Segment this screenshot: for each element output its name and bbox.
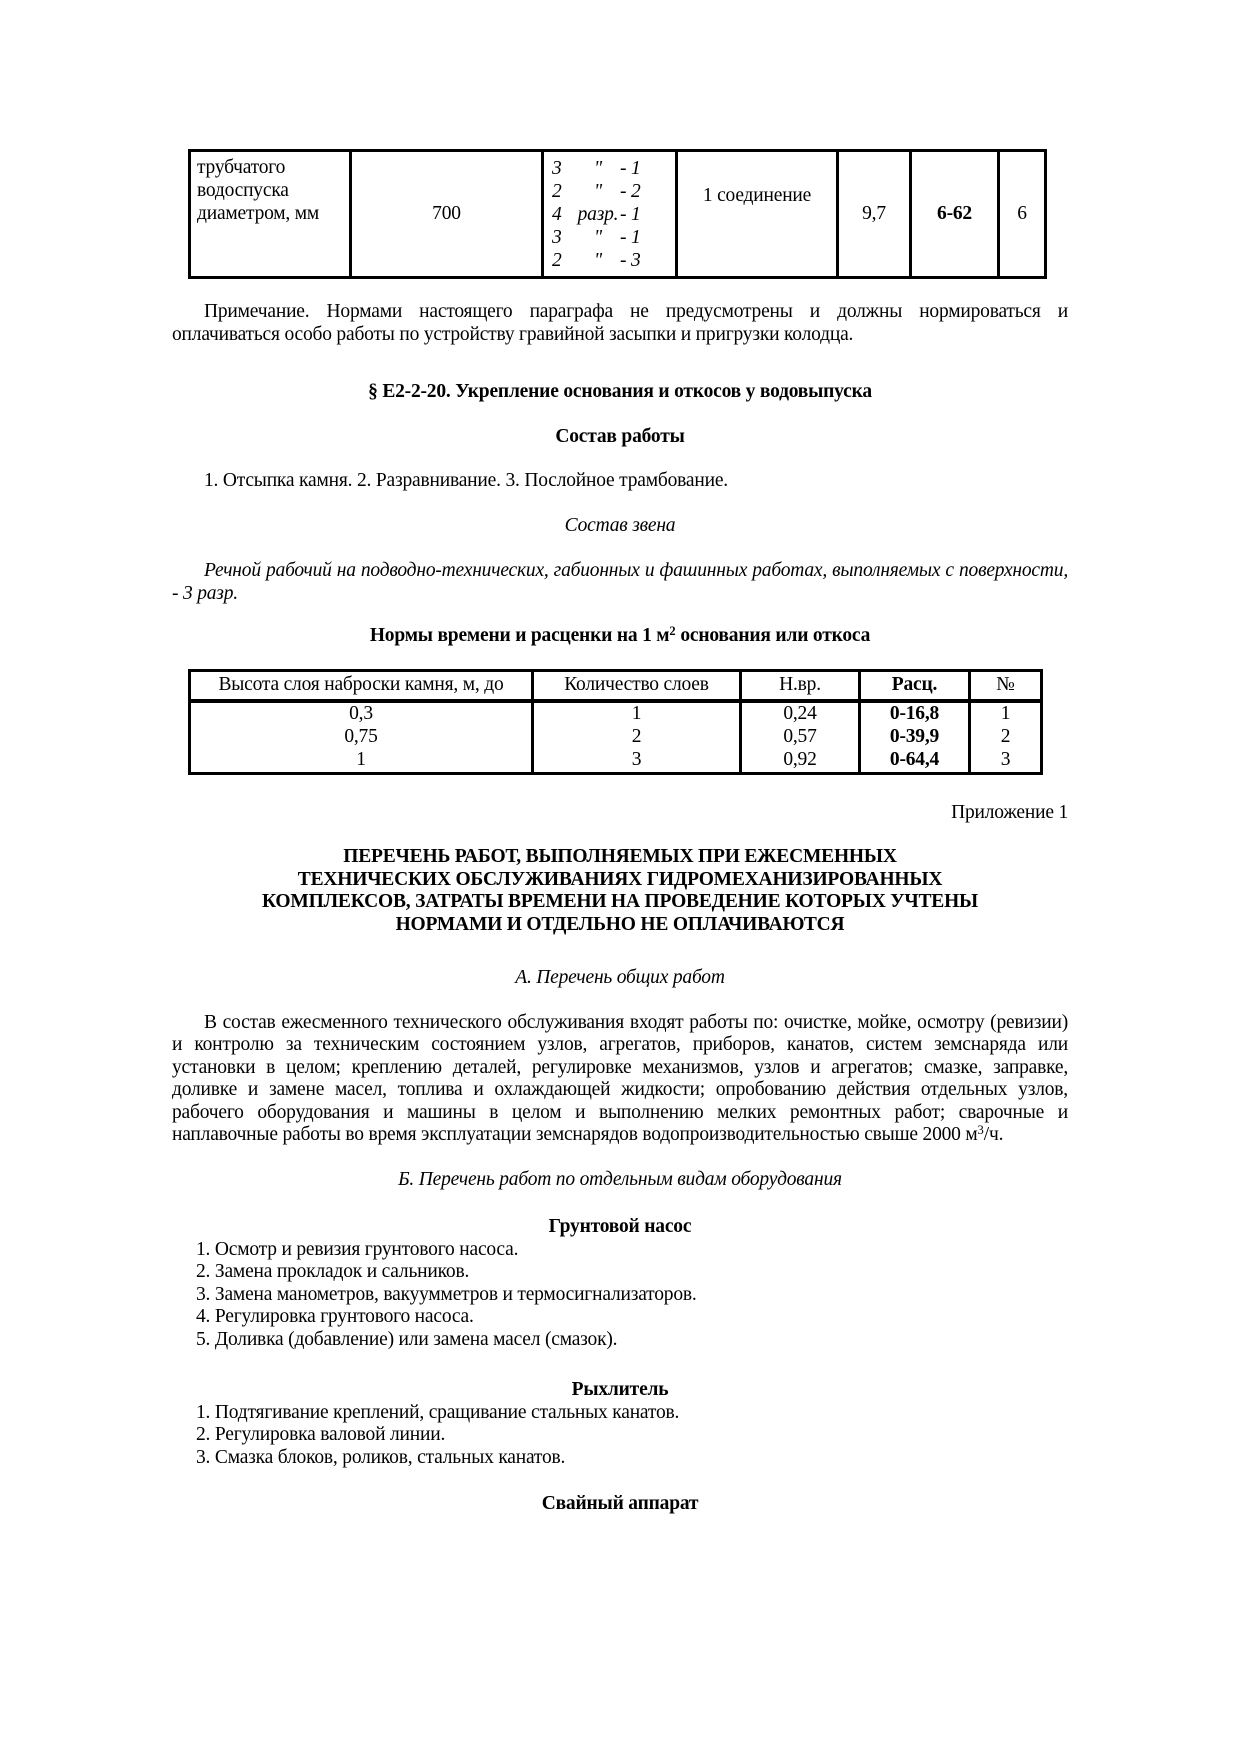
crew-count: 2: [552, 250, 562, 271]
crew-value: - 1: [620, 227, 641, 248]
crew-ditto: ": [594, 227, 602, 248]
list-item: 2. Регулировка валовой линии.: [196, 1424, 446, 1445]
header-layer-count: Количество слоев: [533, 670, 741, 701]
crew-value: - 1: [620, 158, 641, 179]
cell-number: 3: [970, 749, 1042, 774]
cell-time-norm: 0,92: [741, 749, 860, 774]
norms-table: [188, 669, 1043, 775]
norms-heading-tail: основания или откоса: [675, 625, 871, 646]
crew-value: - 1: [620, 204, 641, 225]
cell-time-norm: 0,57: [741, 726, 860, 749]
pump-heading: Грунтовой насос: [548, 1216, 692, 1237]
norms-heading-text: Нормы времени и расценки на 1 м: [369, 625, 670, 646]
crew-count: 3: [552, 158, 562, 179]
crew-grade-label: разр.: [577, 204, 619, 225]
unit-text: 1 соединение: [702, 185, 812, 206]
crew-composition-heading: Состав звена: [564, 514, 676, 536]
list-item: 1. Подтягивание креплений, сращивание стальных канатов.: [196, 1401, 680, 1423]
section-a-text: В состав ежесменного технического обслуживания входят работы по: очистке, мойке, осмотру (ревизии) и контролю за техническим состоянием узлов, агрегатов, приборов, канатов, систем земснаряда или установки в целом; креплению деталей, регулировке механизмов, узлов и агрегатов; смазке, заправке, доливке и замене масел, топлива и охлаждающей жидкости; опробованию действия отдельных узлов, рабочего оборудования и машины в целом и выполнению мелких ремонтных работ; сварочные и наплавочные работы во время эксплуатации земснарядов водопроизводительностью свыше 2000 м: [172, 1011, 1068, 1145]
table-row: [190, 726, 1042, 749]
cell-rate: 6-62: [911, 151, 999, 278]
list-item: 1. Осмотр и ревизия грунтового насоса.: [196, 1238, 519, 1260]
section-a-tail: /ч.: [983, 1124, 1004, 1145]
header-rate: Расц.: [860, 670, 970, 701]
list-item: 3. Смазка блоков, роликов, стальных канатов.: [196, 1446, 566, 1468]
list-item: 4. Регулировка грунтового насоса.: [196, 1306, 474, 1327]
work-composition-heading: Состав работы: [555, 425, 685, 447]
section-b-heading: Б. Перечень работ по отдельным видам оборудования: [398, 1168, 842, 1190]
crew-line: [552, 180, 673, 203]
work-composition-text: 1. Отсыпка камня. 2. Разравнивание. 3. Послойное трамбование.: [204, 470, 728, 491]
appendix-title: [172, 846, 1068, 936]
cell-time-norm: 0,24: [741, 701, 860, 726]
cell-unit: [677, 151, 838, 278]
cell-diameter: 700: [351, 151, 543, 278]
norms-table-header-row: [190, 670, 1042, 701]
cell-rate: 0-64,4: [860, 749, 970, 774]
appendix-title-line: КОМПЛЕКСОВ, ЗАТРАТЫ ВРЕМЕНИ НА ПРОВЕДЕНИЕ КОТОРЫХ УЧТЕНЫ: [261, 891, 979, 912]
crew-ditto: ": [594, 181, 602, 202]
header-layer-height: Высота слоя наброски камня, м, до: [190, 670, 533, 701]
crew-ditto: ": [594, 158, 602, 179]
norms-heading-superscript: 2: [669, 624, 676, 638]
cell-rate: 0-39,9: [860, 726, 970, 749]
appendix-label: Приложение 1: [951, 801, 1068, 823]
pile-driver-heading: Свайный аппарат: [541, 1493, 699, 1514]
crew-composition-text: Речной рабочий на подводно-технических, габионных и фашинных работах, выполняемых с поверхности, - 3 разр.: [172, 560, 1068, 604]
note-paragraph: Примечание. Нормами настоящего параграфа не предусмотрены и должны нормироваться и оплачиваться особо работы по устройству гравийной засыпки и пригрузки колодца.: [172, 301, 1068, 345]
pump-list: [172, 1239, 1068, 1352]
crew-ditto: ": [594, 250, 602, 271]
cell-layer-height: 1: [190, 749, 533, 774]
list-item: 2. Замена прокладок и сальников.: [196, 1261, 470, 1282]
crew-count: 2: [552, 181, 562, 202]
cell-layer-height: 0,75: [190, 726, 533, 749]
section-heading: § Е2-2-20. Укрепление основания и откосов у водовыпуска: [368, 381, 872, 402]
cell-work-item: трубчатого водоспуска диаметром, мм: [190, 151, 351, 278]
document-content: [172, 0, 1068, 1516]
list-item: 3. Замена манометров, вакуумметров и термосигнализаторов.: [196, 1283, 697, 1305]
crew-value: - 2: [620, 181, 641, 202]
crew-count: 4: [552, 204, 562, 225]
crew-line: [552, 157, 673, 180]
crew-line: [552, 226, 673, 249]
cell-number: 2: [970, 726, 1042, 749]
header-time-norm: Н.вр.: [741, 670, 860, 701]
crew-count: 3: [552, 227, 562, 248]
table-row: [190, 701, 1042, 726]
cell-time-norm: 9,7: [838, 151, 911, 278]
section-a-paragraph: [172, 1012, 1068, 1147]
cell-crew-composition: [543, 151, 677, 278]
crew-value: - 3: [620, 250, 641, 271]
cell-rate: 0-16,8: [860, 701, 970, 726]
ripper-list: [172, 1402, 1068, 1470]
section-a-heading: А. Перечень общих работ: [515, 967, 725, 988]
table-row: [190, 749, 1042, 774]
cell-number: 1: [970, 701, 1042, 726]
section-a-superscript: 3: [977, 1123, 984, 1137]
cell-layer-height: 0,3: [190, 701, 533, 726]
appendix-title-line: ПЕРЕЧЕНЬ РАБОТ, ВЫПОЛНЯЕМЫХ ПРИ ЕЖЕСМЕННЫХ: [343, 846, 897, 867]
cell-number: 6: [999, 151, 1046, 278]
appendix-title-line: ТЕХНИЧЕСКИХ ОБСЛУЖИВАНИЯХ ГИДРОМЕХАНИЗИРОВАННЫХ: [297, 868, 943, 890]
appendix-title-line: НОРМАМИ И ОТДЕЛЬНО НЕ ОПЛАЧИВАЮТСЯ: [395, 913, 845, 935]
crew-line: [552, 249, 673, 272]
ripper-heading: Рыхлитель: [571, 1379, 669, 1400]
continuation-table: [188, 149, 1047, 279]
cell-layer-count: 2: [533, 726, 741, 749]
norms-heading: [172, 625, 1068, 648]
list-item: 5. Доливка (добавление) или замена масел (смазок).: [196, 1328, 618, 1350]
cell-layer-count: 1: [533, 701, 741, 726]
table-row: [190, 151, 1046, 278]
cell-layer-count: 3: [533, 749, 741, 774]
crew-line: [552, 203, 673, 226]
header-number: №: [970, 670, 1042, 701]
